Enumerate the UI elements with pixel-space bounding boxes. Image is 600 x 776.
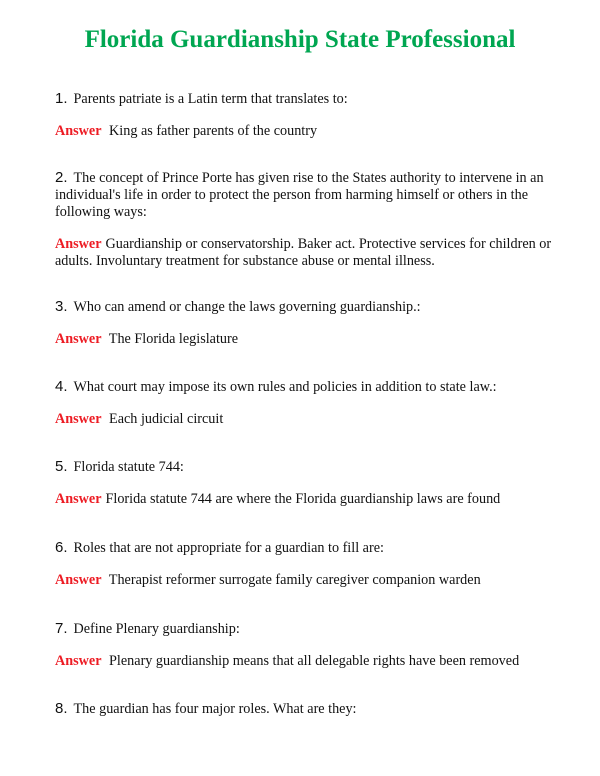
question-text: The guardian has four major roles. What are they: xyxy=(73,701,357,717)
answer-text: The Florida legislature xyxy=(108,331,239,347)
question-number: 3. xyxy=(55,298,68,315)
answer-1 xyxy=(55,123,555,140)
qa-item-4 xyxy=(55,378,555,428)
qa-item-7 xyxy=(55,620,555,670)
answer-6 xyxy=(55,572,555,589)
answer-label: Answer xyxy=(55,491,102,507)
answer-label: Answer xyxy=(55,236,102,252)
question-4 xyxy=(55,378,555,396)
question-5 xyxy=(55,458,555,476)
question-number: 7. xyxy=(55,620,68,637)
question-text: What court may impose its own rules and policies in addition to state law.: xyxy=(73,379,497,395)
answer-5 xyxy=(55,491,555,508)
answer-2 xyxy=(55,236,555,270)
question-6 xyxy=(55,539,555,557)
question-number: 2. xyxy=(55,169,68,186)
question-8 xyxy=(55,700,555,718)
answer-text: Each judicial circuit xyxy=(109,411,224,427)
question-text: The concept of Prince Porte has given rise to the States authority to intervene in an individual's life in order to protect the person from harming himself or others in the following ways: xyxy=(55,170,544,220)
answer-text: Therapist reformer surrogate family caregiver companion warden xyxy=(108,572,481,588)
question-number: 4. xyxy=(55,378,68,395)
question-text: Define Plenary guardianship: xyxy=(73,621,240,637)
question-3 xyxy=(55,298,555,316)
qa-item-2 xyxy=(55,169,555,270)
answer-label: Answer xyxy=(55,653,102,669)
qa-item-5 xyxy=(55,458,555,508)
question-number: 1. xyxy=(55,90,68,107)
qa-item-6 xyxy=(55,539,555,589)
answer-text: Plenary guardianship means that all delegable rights have been removed xyxy=(109,653,520,669)
question-text: Florida statute 744: xyxy=(73,459,184,475)
question-2 xyxy=(55,169,555,221)
qa-item-1 xyxy=(55,90,555,140)
answer-3 xyxy=(55,331,555,348)
answer-label: Answer xyxy=(55,572,102,588)
answer-label: Answer xyxy=(55,331,102,347)
document-title: Florida Guardianship State Professional xyxy=(84,26,516,53)
question-text: Roles that are not appropriate for a guardian to fill are: xyxy=(73,540,384,556)
qa-item-3 xyxy=(55,298,555,348)
qa-item-8 xyxy=(55,700,555,718)
question-7 xyxy=(55,620,555,638)
question-text: Parents patriate is a Latin term that translates to: xyxy=(73,91,348,107)
question-1 xyxy=(55,90,555,108)
question-text: Who can amend or change the laws governing guardianship.: xyxy=(73,299,421,315)
answer-text: King as father parents of the country xyxy=(109,123,318,139)
question-number: 8. xyxy=(55,700,68,717)
answer-label: Answer xyxy=(55,123,102,139)
answer-4 xyxy=(55,411,555,428)
answer-7 xyxy=(55,653,555,670)
question-number: 5. xyxy=(55,458,68,475)
question-number: 6. xyxy=(55,539,68,556)
answer-text: Florida statute 744 are where the Florida guardianship laws are found xyxy=(105,491,501,507)
answer-text: Guardianship or conservatorship. Baker act. Protective services for children or adults. Involuntary treatment for substance abuse or mental illness. xyxy=(55,236,552,269)
answer-label: Answer xyxy=(55,411,102,427)
